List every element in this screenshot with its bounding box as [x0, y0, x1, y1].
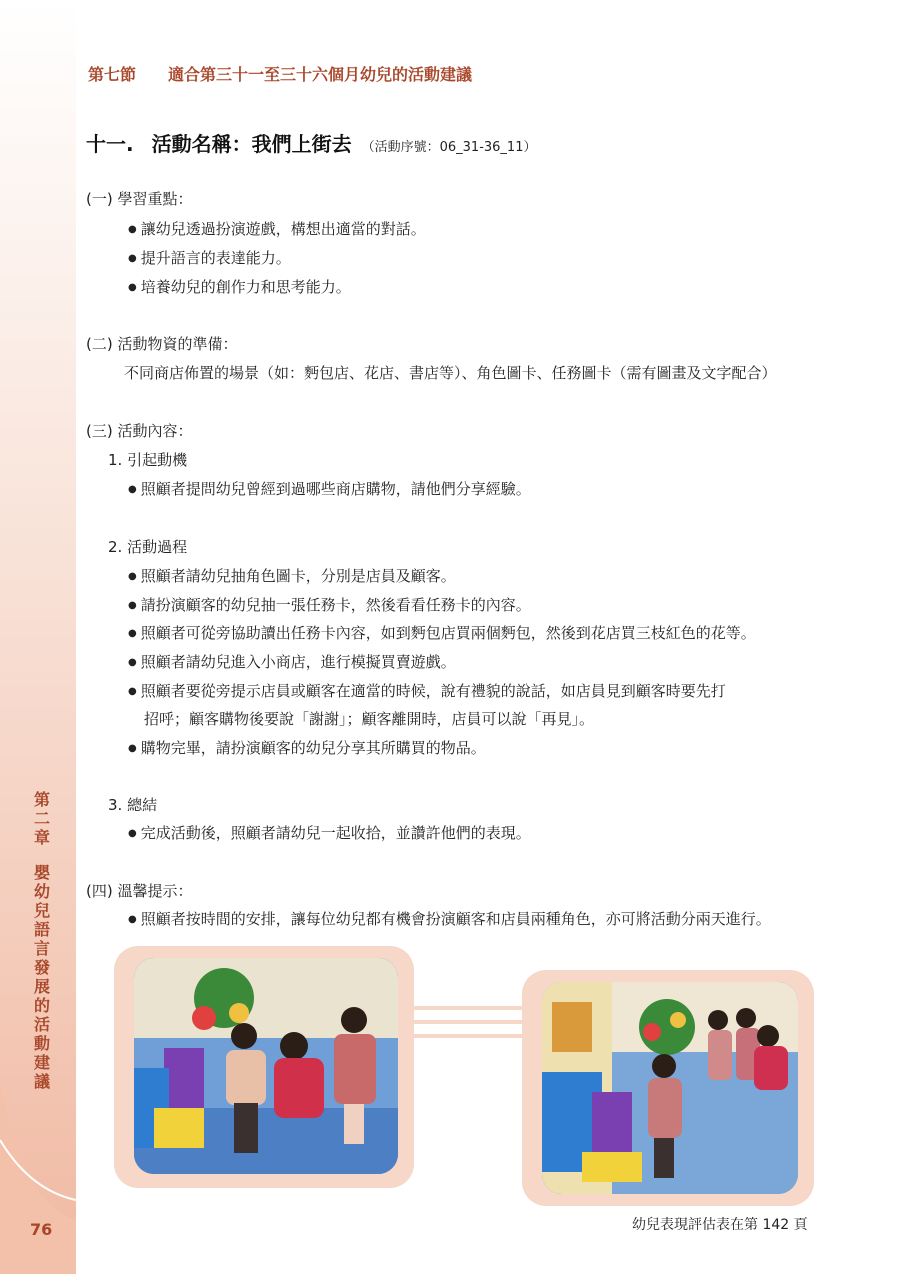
tips-heading: (四) 溫馨提示： [86, 882, 193, 900]
content-heading: (三) 活動內容： [86, 422, 193, 440]
list-item: ● 照顧者提問幼兒曾經到過哪些商店購物，請他們分享經驗。 [128, 478, 531, 499]
frame-connector [412, 1034, 524, 1038]
activity-name: 活動名稱：我們上街去 [151, 132, 352, 156]
list-item: ● 購物完畢，請扮演顧客的幼兒分享其所購買的物品。 [128, 737, 486, 758]
list-item-continuation: 招呼；顧客購物後要說「謝謝」；顧客離開時，店員可以說「再見」。 [144, 710, 595, 728]
list-item: ● 請扮演顧客的幼兒抽一張任務卡，然後看看任務卡的內容。 [128, 594, 531, 615]
list-item: ● 讓幼兒透過扮演遊戲，構想出適當的對話。 [128, 218, 426, 239]
chapter-number: 第 二 章 [33, 790, 50, 847]
list-item: ● 照顧者請幼兒進入小商店，進行模擬買賣遊戲。 [128, 651, 456, 672]
learning-heading: (一) 學習重點： [86, 190, 193, 208]
activity-number: 十一. [86, 132, 134, 156]
frame-connector [412, 1020, 524, 1024]
part3-heading: 3. 總結 [108, 796, 158, 814]
activity-photo-left [134, 958, 398, 1174]
frame-connector [412, 1006, 524, 1010]
part2-heading: 2. 活動過程 [108, 538, 188, 556]
section-label: 第七節 [88, 65, 137, 84]
assessment-page-reference: 幼兒表現評估表在第 142 頁 [632, 1217, 808, 1233]
list-item: ● 照顧者可從旁協助讀出任務卡內容，如到麪包店買兩個麪包，然後到花店買三枝紅色的花等。 [128, 622, 756, 643]
page-number: 76 [30, 1220, 53, 1239]
chapter-label [30, 790, 54, 1091]
activity-serial: （活動序號：06_31-36_11） [361, 140, 537, 155]
section-title: 適合第三十一至三十六個月幼兒的活動建議 [168, 65, 473, 84]
list-item: ● 照顧者請幼兒抽角色圖卡，分別是店員及顧客。 [128, 565, 456, 586]
materials-heading: (二) 活動物資的準備： [86, 335, 238, 353]
part1-heading: 1. 引起動機 [108, 451, 188, 469]
section-header [88, 62, 472, 85]
list-item: ● 照顧者按時間的安排，讓每位幼兒都有機會扮演顧客和店員兩種角色，亦可將活動分兩天進行。 [128, 908, 771, 929]
list-item: ● 培養幼兒的創作力和思考能力。 [128, 276, 351, 297]
list-item: ● 提升語言的表達能力。 [128, 247, 291, 268]
chapter-sidebar [0, 0, 76, 1274]
materials-text: 不同商店佈置的場景（如：麪包店、花店、書店等）、角色圖卡、任務圖卡（需有圖畫及文字配合） [124, 364, 777, 382]
activity-photo-right [542, 982, 798, 1194]
list-item: ● 完成活動後，照顧者請幼兒一起收拾，並讚許他們的表現。 [128, 822, 531, 843]
list-item: ● 照顧者要從旁提示店員或顧客在適當的時候，說有禮貌的說話，如店員見到顧客時要先打 [128, 680, 726, 701]
chapter-title: 嬰 幼 兒 語 言 發 展 的 活 動 建 議 [33, 863, 50, 1091]
activity-title [86, 128, 536, 157]
